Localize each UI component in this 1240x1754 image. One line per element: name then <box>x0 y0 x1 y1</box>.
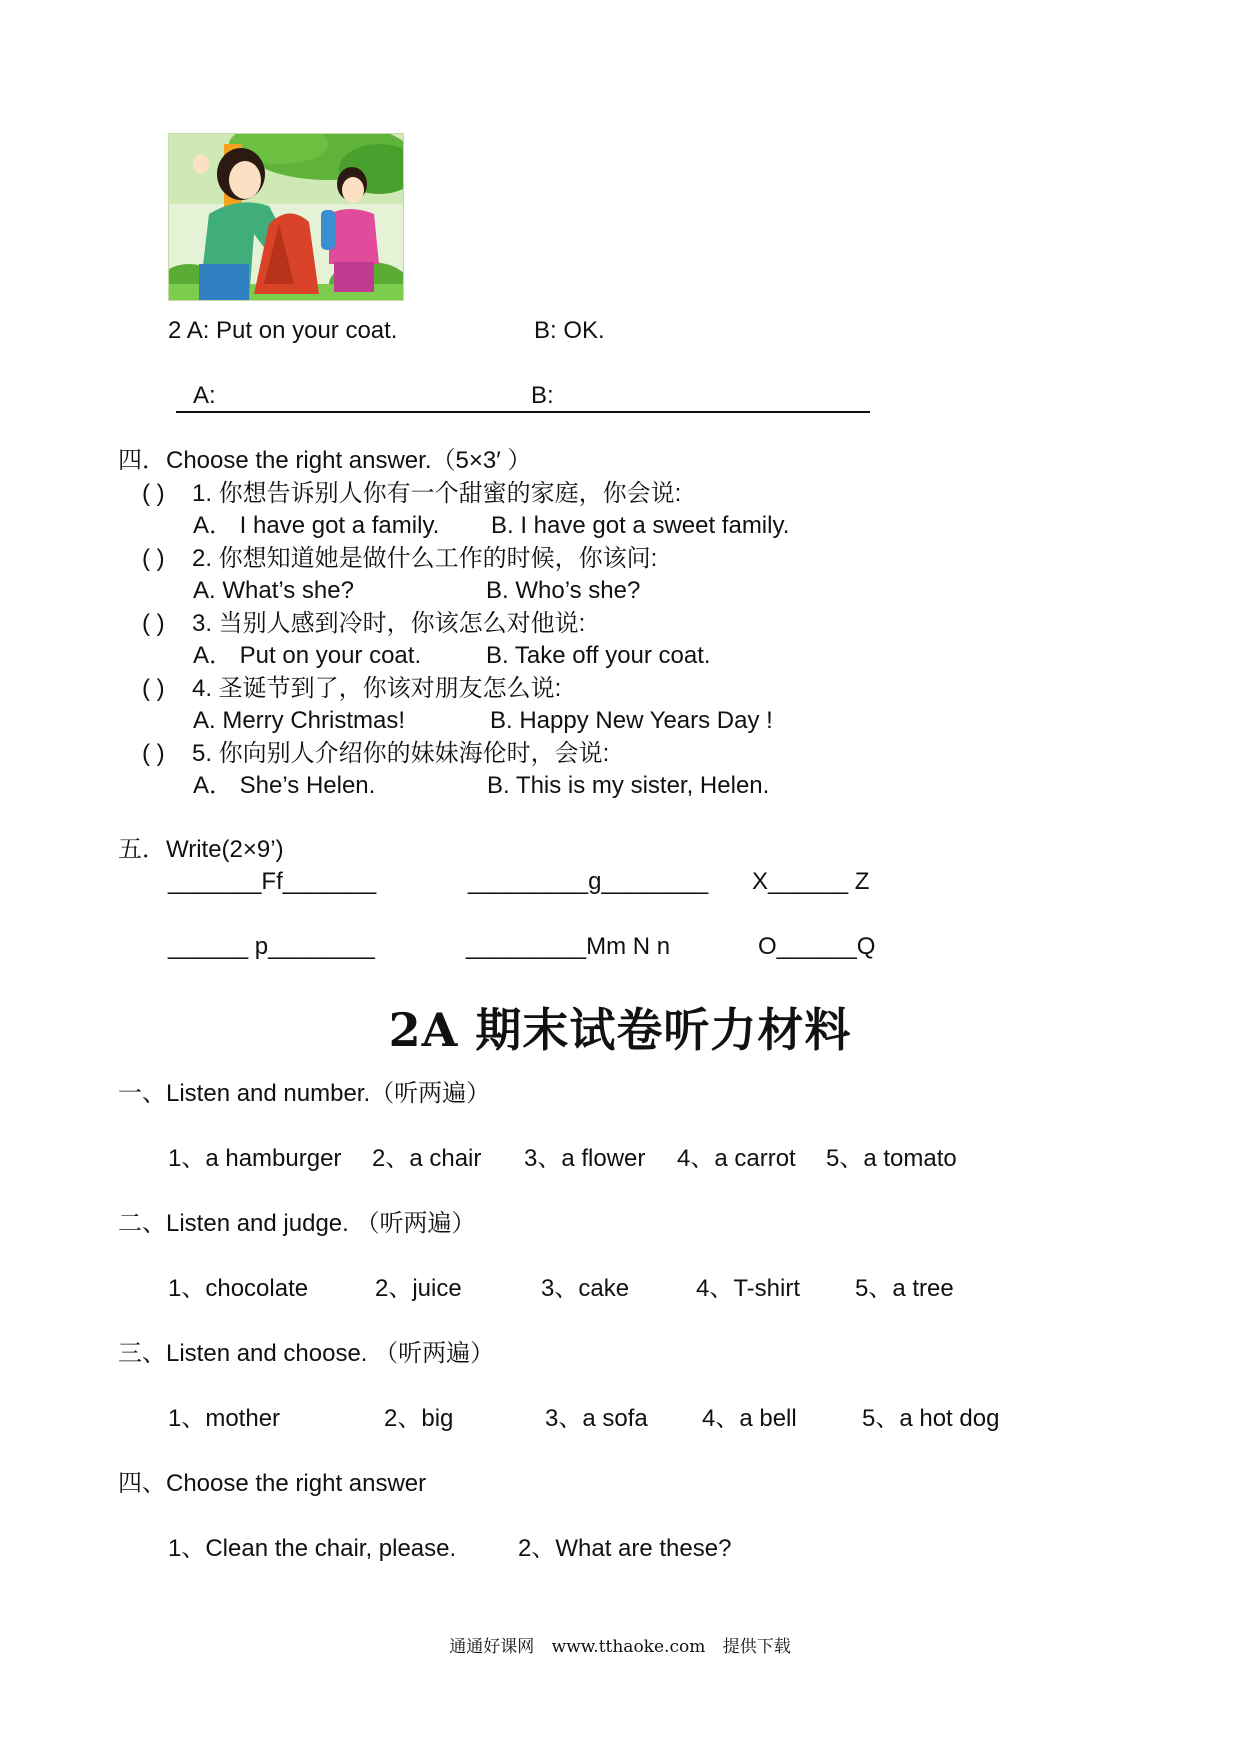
listen-3-item-1: 1、mother <box>168 1405 281 1432</box>
listen-1-item-2: 2、a chair <box>372 1145 482 1172</box>
dialog-line-b: B: OK. <box>534 317 605 344</box>
q1-bracket[interactable]: ( ) <box>142 480 165 507</box>
listen-1-item-1: 1、a hamburger <box>168 1145 342 1172</box>
footer-note: 提供下载 <box>722 1637 791 1657</box>
q3-option-a[interactable]: A． Put on your coat. <box>193 642 422 669</box>
listen-2-item-4: 4、T-shirt <box>696 1275 801 1302</box>
listen-2-heading: 二、Listen and judge. （听两遍） <box>118 1210 476 1237</box>
q4-option-a[interactable]: A. Merry Christmas! <box>193 707 406 734</box>
listen-2-item-1: 1、chocolate <box>168 1275 309 1302</box>
q1-option-a[interactable]: A． I have got a family. <box>193 512 440 539</box>
page-footer <box>0 1636 1240 1658</box>
q2-text: 2. 你想知道她是做什么工作的时候，你该问: <box>192 545 658 572</box>
write-row1-cell2[interactable]: _________g________ <box>468 868 709 895</box>
listen-3-item-5: 5、a hot dog <box>862 1405 1000 1432</box>
listen-1-item-3: 3、a flower <box>524 1145 646 1172</box>
write-row2-cell1[interactable]: ______ p________ <box>168 933 375 960</box>
listen-4-heading: 四、Choose the right answer <box>118 1470 427 1497</box>
listen-3-item-3: 3、a sofa <box>545 1405 648 1432</box>
q5-option-b[interactable]: B. This is my sister, Helen. <box>487 772 770 799</box>
q4-text: 4. 圣诞节到了，你该对朋友怎么说: <box>192 675 562 702</box>
listen-1-item-4: 4、a carrot <box>677 1145 796 1172</box>
q5-option-a[interactable]: A． She’s Helen. <box>193 772 376 799</box>
q4-option-b[interactable]: B. Happy New Years Day ! <box>490 707 773 734</box>
listen-3-heading: 三、Listen and choose. （听两遍） <box>118 1340 495 1367</box>
q4-bracket[interactable]: ( ) <box>142 675 165 702</box>
q2-bracket[interactable]: ( ) <box>142 545 165 572</box>
listen-3-item-2: 2、big <box>384 1405 454 1432</box>
illustration-mother-coat-girl <box>169 134 403 300</box>
listen-2-item-2: 2、juice <box>375 1275 462 1302</box>
write-row1-cell1[interactable]: _______Ff_______ <box>168 868 377 895</box>
answer-label-b: B: <box>531 382 554 409</box>
listen-3-item-4: 4、a bell <box>702 1405 797 1432</box>
write-row1-cell3[interactable]: X______ Z <box>752 868 870 895</box>
answer-underline <box>176 411 870 413</box>
write-row2-cell3[interactable]: O______Q <box>758 933 876 960</box>
footer-site-name: 通通好课网 <box>449 1637 535 1657</box>
q1-text: 1. 你想告诉别人你有一个甜蜜的家庭，你会说: <box>192 480 682 507</box>
dialog-line-a: 2 A: Put on your coat. <box>168 317 398 344</box>
q5-text: 5. 你向别人介绍你的妹妹海伦时，会说: <box>192 740 610 767</box>
q2-option-b[interactable]: B. Who’s she? <box>486 577 641 604</box>
listen-4-item-2: 2、What are these? <box>518 1535 732 1562</box>
listen-1-heading: 一、Listen and number.（听两遍） <box>118 1080 491 1107</box>
listening-title: 2A 期末试卷听力材料 <box>388 1003 852 1057</box>
q1-option-b[interactable]: B. I have got a sweet family. <box>491 512 790 539</box>
q3-bracket[interactable]: ( ) <box>142 610 165 637</box>
dialog-illustration <box>168 133 404 301</box>
q2-option-a[interactable]: A. What’s she? <box>193 577 354 604</box>
section-5-heading: 五．Write(2×9’) <box>118 836 284 863</box>
section-4-heading: 四．Choose the right answer.（5×3′ ） <box>118 447 532 474</box>
write-row2-cell2[interactable]: _________Mm N n <box>466 933 671 960</box>
listen-4-item-1: 1、Clean the chair, please. <box>168 1535 457 1562</box>
q3-option-b[interactable]: B. Take off your coat. <box>486 642 711 669</box>
footer-url-link[interactable]: www.tthaoke.com <box>551 1637 706 1657</box>
q3-text: 3. 当别人感到冷时，你该怎么对他说: <box>192 610 586 637</box>
listen-2-item-3: 3、cake <box>541 1275 630 1302</box>
listen-2-item-5: 5、a tree <box>855 1275 954 1302</box>
listen-1-item-5: 5、a tomato <box>826 1145 957 1172</box>
q5-bracket[interactable]: ( ) <box>142 740 165 767</box>
answer-label-a: A: <box>193 382 216 409</box>
